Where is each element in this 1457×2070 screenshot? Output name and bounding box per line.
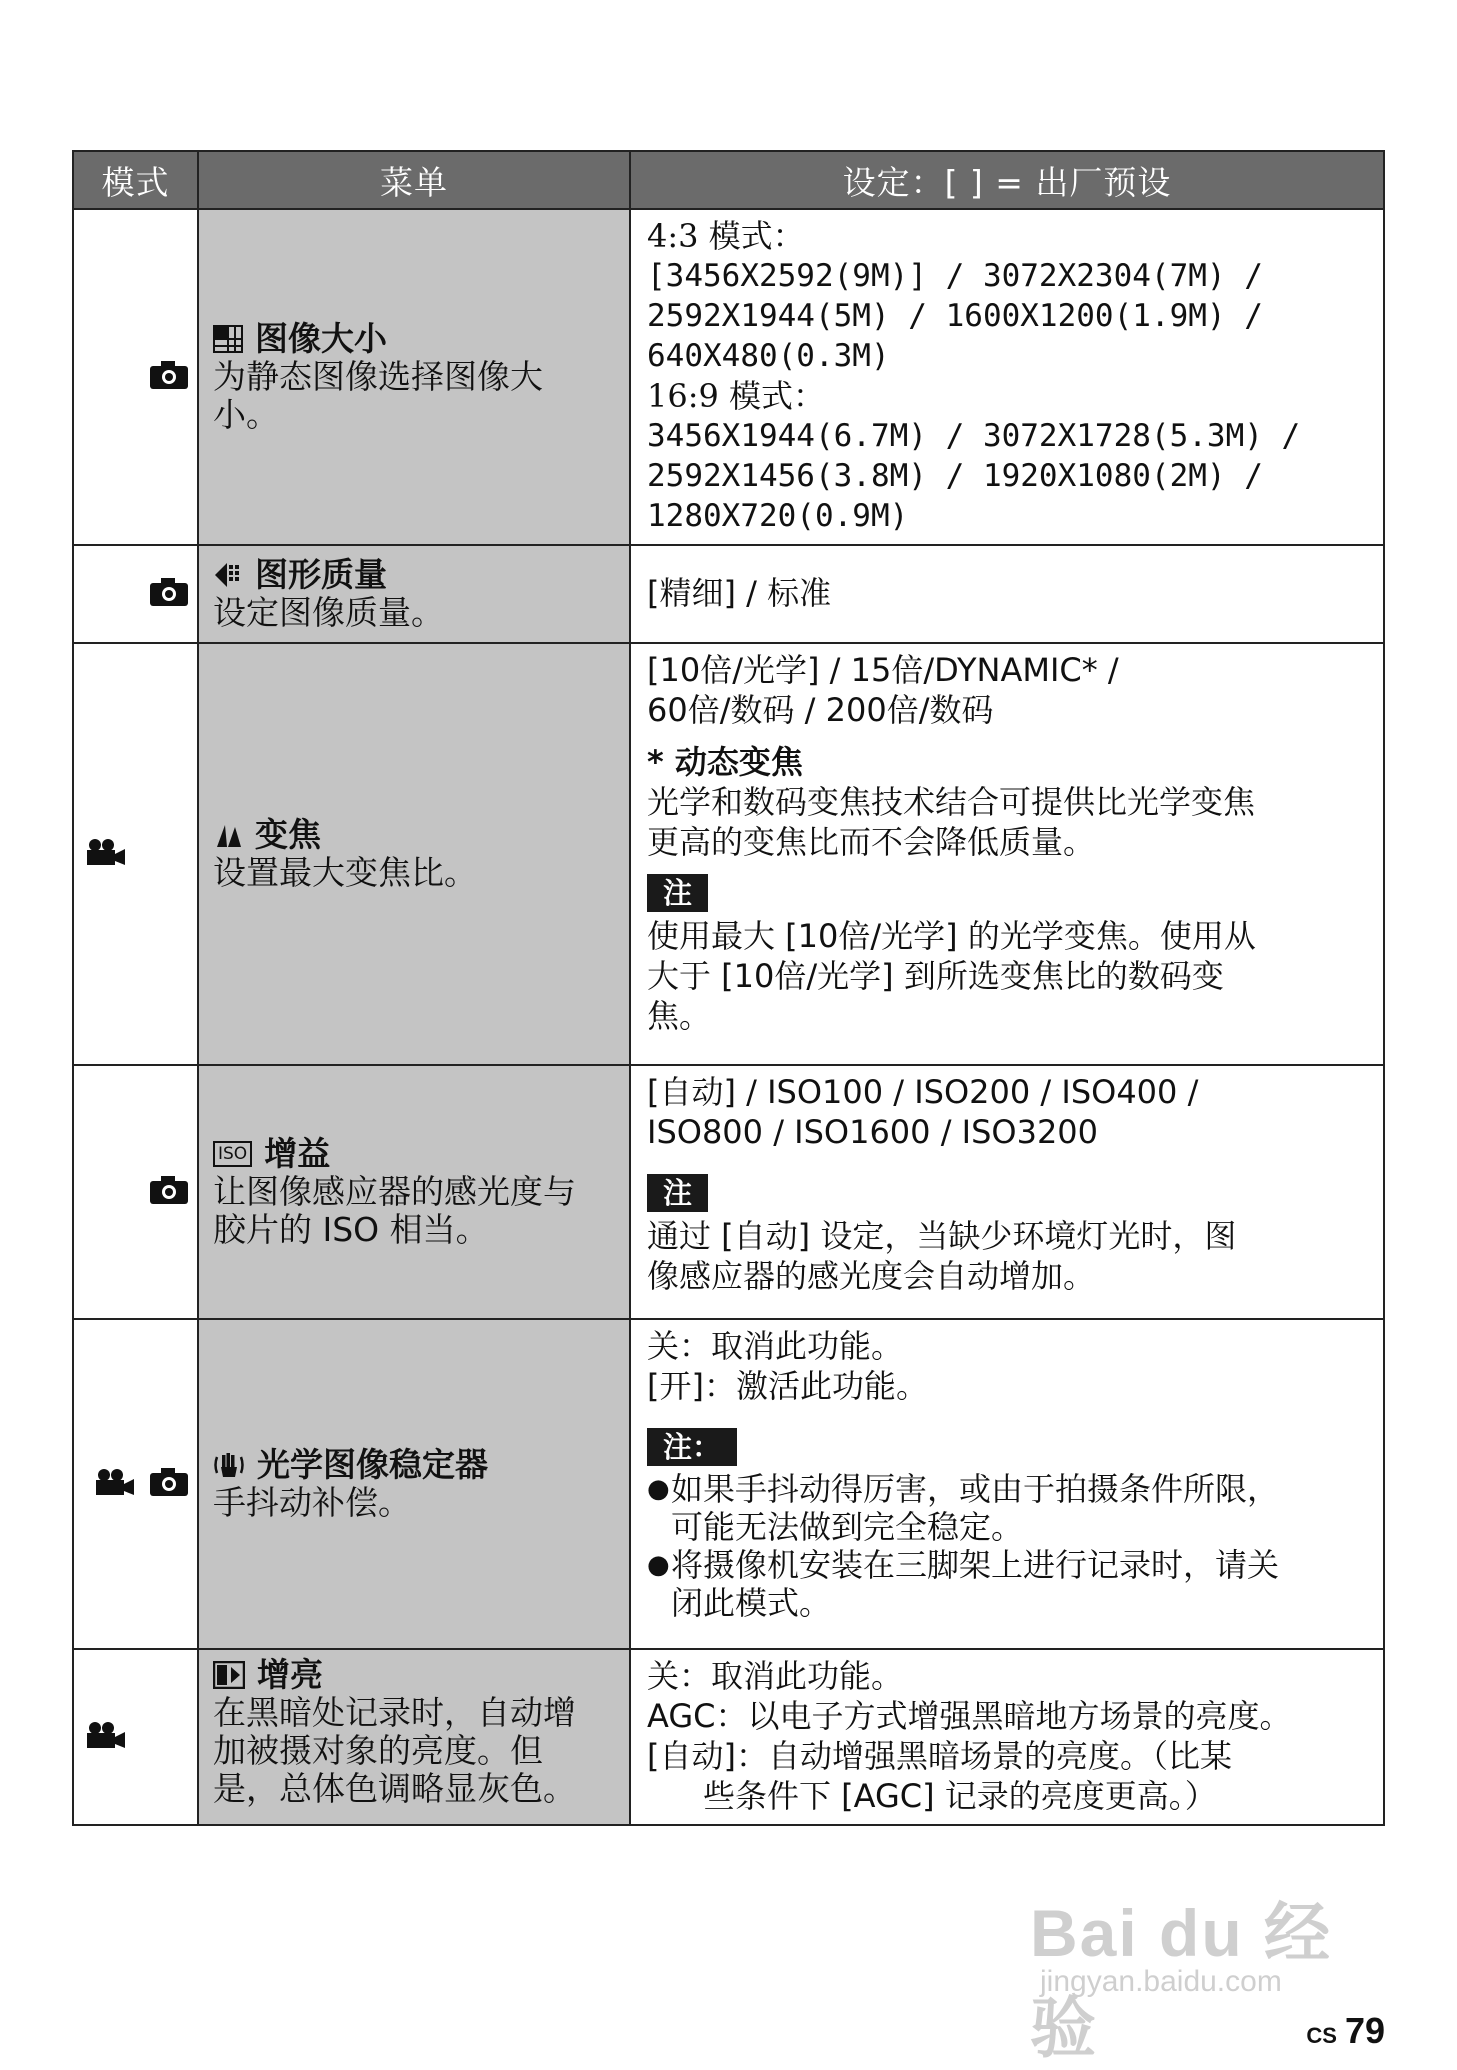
page-prefix: CS [1306, 2023, 1337, 2048]
mode-cell [73, 643, 198, 1065]
setting-line: 2592X1456(3.8M) / 1920X1080(2M) / [647, 458, 1263, 494]
setting-line: 16:9 模式： [647, 377, 826, 415]
note-line: 焦。 [647, 997, 712, 1035]
setting-line: ISO800 / ISO1600 / ISO3200 [647, 1113, 1099, 1151]
video-camera-icon [84, 1720, 126, 1750]
menu-cell [198, 545, 630, 643]
setting-line: [10倍/光学] / 15倍/DYNAMIC* / [647, 651, 1119, 689]
menu-desc: 胶片的 ISO 相当。 [213, 1210, 489, 1249]
menu-desc: 设置最大变焦比。 [213, 853, 477, 892]
setting-line: 关：取消此功能。 [647, 1327, 904, 1365]
camera-icon [149, 1467, 189, 1497]
table-row [73, 1065, 1384, 1319]
setting-line: AGC：以电子方式增强黑暗地方场景的亮度。 [647, 1697, 1292, 1735]
watermark-url: jingyan.baidu.com [1040, 1965, 1282, 1998]
table-row [73, 1319, 1384, 1649]
menu-desc: 手抖动补偿。 [213, 1483, 411, 1522]
note-badge: 注 [647, 874, 708, 912]
menu-title: 光学图像稳定器 [257, 1445, 488, 1484]
table-row [73, 643, 1384, 1065]
menu-title: 变焦 [255, 815, 321, 854]
setting-cell [630, 1319, 1384, 1649]
camera-icon [149, 360, 189, 390]
menu-title: 增亮 [257, 1655, 323, 1694]
iso-icon: ISO [213, 1141, 252, 1167]
page-number [1306, 2010, 1385, 2052]
note-line: 通过 [自动] 设定，当缺少环境灯光时，图 [647, 1217, 1237, 1255]
menu-desc: 为静态图像选择图像大 [213, 357, 543, 396]
stabilizer-icon [213, 1451, 245, 1479]
bullet-line: 可能无法做到完全稳定。 [671, 1508, 1024, 1546]
setting-line: 60倍/数码 / 200倍/数码 [647, 691, 994, 729]
note-line: 使用最大 [10倍/光学] 的光学变焦。使用从 [647, 917, 1256, 955]
quality-icon [213, 561, 243, 589]
menu-title: 图像大小 [255, 319, 387, 358]
note-line: 像感应器的感光度会自动增加。 [647, 1257, 1096, 1295]
list-item: ● 将摄像机安装在三脚架上进行记录时，请关 闭此模式。 [647, 1546, 1280, 1622]
menu-desc: 加被摄对象的亮度。但 [213, 1731, 543, 1770]
setting-cell [630, 1065, 1384, 1319]
header-menu: 菜单 [198, 151, 630, 209]
settings-table [72, 150, 1385, 1826]
setting-line: [自动]：自动增强黑暗场景的亮度。（比某 [647, 1737, 1232, 1775]
setting-line: [精细] / 标准 [647, 574, 832, 612]
footnote-line: 更高的变焦比而不会降低质量。 [647, 823, 1096, 861]
mode-cell [73, 1065, 198, 1319]
menu-title: 增益 [264, 1134, 331, 1173]
footnote-title: * 动态变焦 [647, 743, 803, 781]
menu-cell [198, 1319, 630, 1649]
header-setting: 设定：[ ] = 出厂预设 [630, 151, 1384, 209]
video-camera-icon [93, 1467, 135, 1497]
mode-cell [73, 545, 198, 643]
setting-line: 2592X1944(5M) / 1600X1200(1.9M) / [647, 298, 1263, 334]
table-row [73, 1649, 1384, 1825]
header-row [73, 151, 1384, 209]
note-badge: 注 [647, 1174, 708, 1212]
setting-line: 1280X720(0.9M) [647, 498, 909, 534]
mode-cell [73, 1319, 198, 1649]
setting-line: [自动] / ISO100 / ISO200 / ISO400 / [647, 1073, 1199, 1111]
mode-cell [73, 1649, 198, 1825]
camera-icon [149, 1175, 189, 1205]
setting-cell [630, 545, 1384, 643]
mode-cell [73, 209, 198, 545]
brighten-icon [213, 1661, 245, 1689]
footnote-line: 光学和数码变焦技术结合可提供比光学变焦 [647, 783, 1256, 821]
bullet-line: 闭此模式。 [671, 1584, 832, 1622]
setting-line: [3456X2592(9M)] / 3072X2304(7M) / [647, 258, 1263, 294]
bullet-line: 将摄像机安装在三脚架上进行记录时，请关 [671, 1546, 1280, 1584]
setting-cell [630, 643, 1384, 1065]
menu-desc: 设定图像质量。 [213, 593, 444, 632]
menu-desc: 是，总体色调略显灰色。 [213, 1769, 576, 1808]
setting-line: 关：取消此功能。 [647, 1657, 904, 1695]
setting-cell [630, 1649, 1384, 1825]
menu-cell [198, 643, 630, 1065]
menu-desc: 在黑暗处记录时，自动增 [213, 1693, 576, 1732]
watermark-brand: Bai du 经验 [1030, 1896, 1333, 2065]
setting-line: [开]：激活此功能。 [647, 1367, 928, 1405]
setting-cell [630, 209, 1384, 545]
menu-cell [198, 1065, 630, 1319]
setting-line: 640X480(0.3M) [647, 338, 890, 374]
table-row [73, 545, 1384, 643]
header-mode: 模式 [73, 151, 198, 209]
grid-size-icon [213, 325, 243, 353]
page-number-value: 79 [1344, 2010, 1385, 2051]
menu-cell [198, 1649, 630, 1825]
setting-line: 些条件下 [AGC] 记录的亮度更高。） [703, 1777, 1217, 1815]
video-camera-icon [84, 837, 126, 867]
list-item: ● 如果手抖动得厉害，或由于拍摄条件所限， 可能无法做到完全稳定。 [647, 1470, 1280, 1546]
note-line: 大于 [10倍/光学] 到所选变焦比的数码变 [647, 957, 1224, 995]
menu-desc: 让图像感应器的感光度与 [213, 1172, 576, 1211]
setting-line: 4:3 模式： [647, 217, 805, 255]
bullet-line: 如果手抖动得厉害，或由于拍摄条件所限， [671, 1470, 1280, 1508]
menu-desc: 小。 [213, 395, 279, 434]
table-row [73, 209, 1384, 545]
setting-line: 3456X1944(6.7M) / 3072X1728(5.3M) / [647, 418, 1301, 454]
note-badge: 注： [647, 1428, 737, 1466]
camera-icon [149, 577, 189, 607]
menu-title: 图形质量 [255, 555, 387, 594]
zoom-icon [213, 821, 243, 849]
menu-cell [198, 209, 630, 545]
